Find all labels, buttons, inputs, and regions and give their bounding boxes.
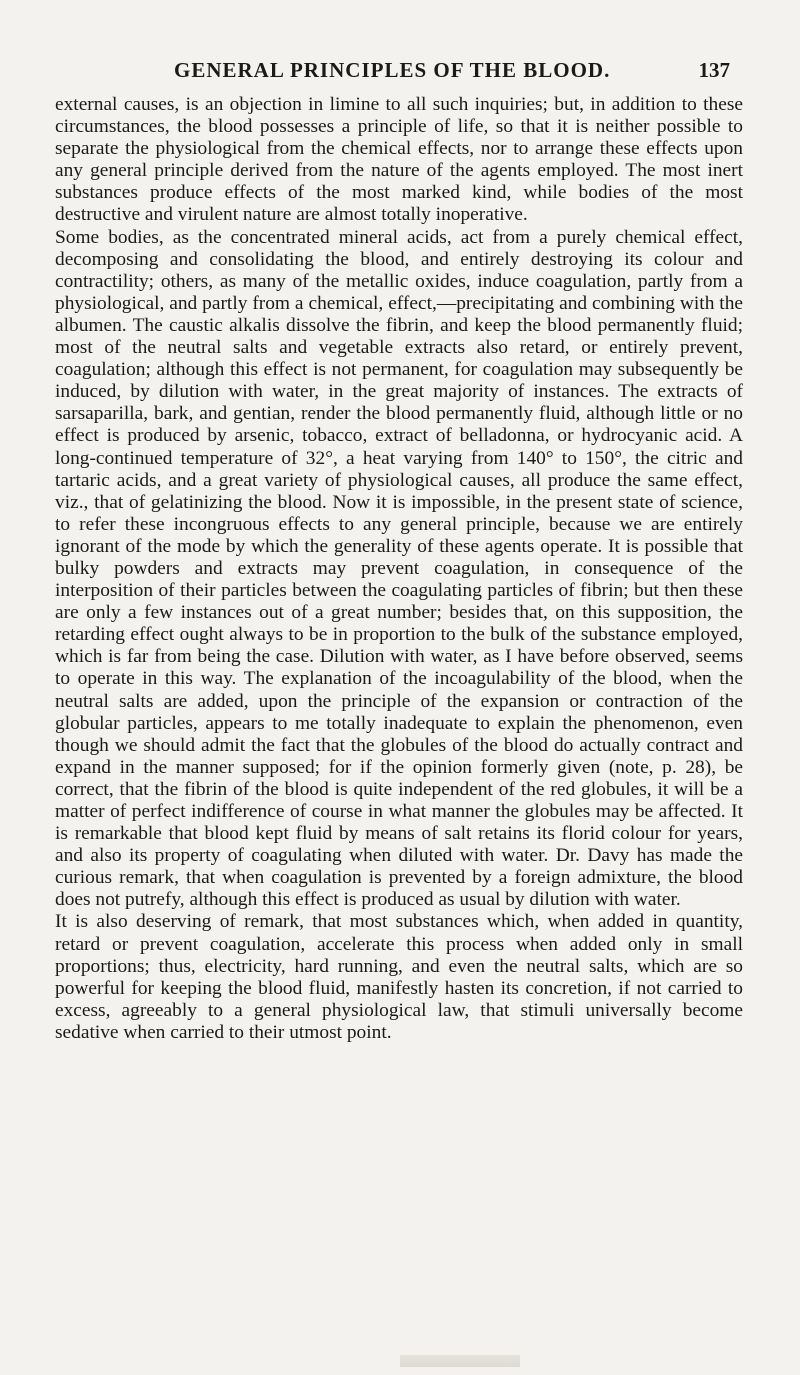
body-text [55,94,743,1044]
page-edge-shadow [400,1355,520,1367]
running-head [170,58,730,88]
paragraph-1: external causes, is an objection in limine to all such inquiries; but, in addition to these circumstances, the blood possesses a principle of life, so that it is neither possible to separate the physiological from the chemical effects, nor to arrange these effects upon any general principle derived from the nature of the agents employed. The most inert substances produce effects of the most marked kind, while bodies of the most destructive and virulent nature are almost totally inoperative. [55,94,743,226]
paragraph-3: It is also deserving of remark, that most substances which, when added in quantity, retard or prevent coagulation, accelerate this process when added only in small proportions; thus, electricity, hard running, and even the neutral salts, which are so powerful for keeping the blood fluid, manifestly hasten its concretion, if not carried to excess, agreeably to a general physiological law, that stimuli universally become sedative when carried to their utmost point. [55,911,743,1043]
paragraph-2: Some bodies, as the concentrated mineral acids, act from a purely chemical effect, decomposing and consolidating the blood, and entirely destroying its colour and contractility; others, as many of the metallic oxides, induce coagulation, partly from a physiological, and partly from a chemical, effect,—precipitating and combining with the albumen. The caustic alkalis dissolve the fibrin, and keep the blood permanently fluid; most of the neutral salts and vegetable extracts also retard, or entirely prevent, coagulation; although this effect is not permanent, for coagulation may subsequently be induced, by dilution with water, in the great majority of instances. The extracts of sarsaparilla, bark, and gentian, render the blood permanently fluid, although little or no effect is produced by arsenic, tobacco, extract of belladonna, or hydrocyanic acid. A long-continued temperature of 32°, a heat varying from 140° to 150°, the citric and tartaric acids, and a great variety of physiological causes, all produce the same effect, viz., that of gelatinizing the blood. Now it is impossible, in the present state of science, to refer these incongruous effects to any general principle, because we are entirely ignorant of the mode by which the generality of these agents operate. It is possible that bulky powders and extracts may prevent coagulation, in consequence of the interposition of their particles between the coagulating particles of fibrin; but then these are only a few instances out of a great number; besides that, on this supposition, the retarding effect ought always to be in proportion to the bulk of the substance employed, which is far from being the case. Dilution with water, as I have before observed, seems to operate in this way. The explanation of the incoagulability of the blood, when the neutral salts are added, upon the principle of the expansion or contraction of the globular particles, appears to me totally inadequate to explain the phenomenon, even though we should admit the fact that the globules of the blood do actually contract and expand in the manner supposed; for if the opinion formerly given (note, p. 28), be correct, that the fibrin of the blood is quite independent of the red globules, it will be a matter of perfect indifference of course in what manner the globules may be affected. It is remarkable that blood kept fluid by means of salt retains its florid colour for years, and also its property of coagulating when diluted with water. Dr. Davy has made the curious remark, that when coagulation is prevented by a foreign admixture, the blood does not putrefy, although this effect is produced as usual by dilution with water. [55,226,743,911]
page-title: GENERAL PRINCIPLES OF THE BLOOD. [174,58,611,82]
page-number: 137 [698,58,730,82]
